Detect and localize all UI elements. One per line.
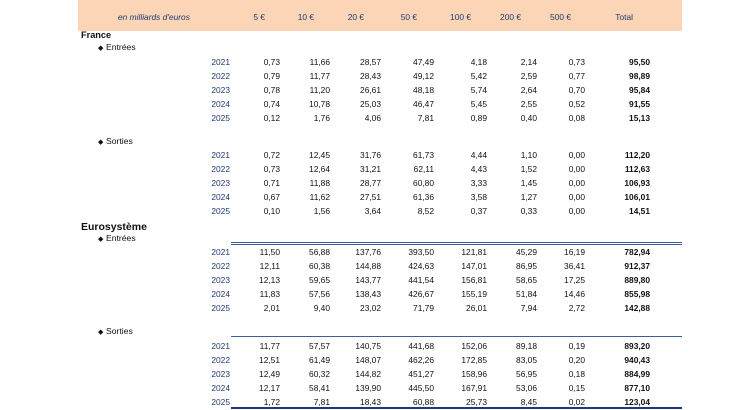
table-cell: 61,36 <box>413 192 434 202</box>
table-cell: 14,46 <box>564 289 585 299</box>
table-cell: 61,73 <box>413 150 434 160</box>
table-cell: 31,21 <box>360 164 381 174</box>
bullet-icon: ◆ <box>98 329 104 336</box>
table-cell: 0,15 <box>568 383 585 393</box>
row-year: 2022 <box>211 164 230 174</box>
row-total: 940,43 <box>624 355 650 365</box>
table-cell: 11,77 <box>259 341 280 351</box>
table-cell: 441,68 <box>408 341 434 351</box>
group-label-text: Sorties <box>106 136 133 146</box>
table-cell: 58,65 <box>516 275 537 285</box>
row-year: 2021 <box>211 247 230 257</box>
table-cell: 0,78 <box>263 85 280 95</box>
row-total: 15,13 <box>629 113 650 123</box>
row-total: 142,88 <box>624 303 650 313</box>
table-cell: 0,70 <box>568 85 585 95</box>
table-cell: 56,88 <box>309 247 330 257</box>
table-cell: 0,37 <box>470 206 487 216</box>
table-cell: 0,00 <box>568 164 585 174</box>
group-label <box>98 136 133 146</box>
group-label-text: Sorties <box>106 326 133 336</box>
table-cell: 156,81 <box>461 275 487 285</box>
table-cell: 12,13 <box>259 275 280 285</box>
table-cell: 60,38 <box>309 261 330 271</box>
table-cell: 7,81 <box>417 113 434 123</box>
table-cell: 1,10 <box>520 150 537 160</box>
table-cell: 11,50 <box>259 247 280 257</box>
table-cell: 59,65 <box>309 275 330 285</box>
table-cell: 57,56 <box>309 289 330 299</box>
row-total: 95,50 <box>629 57 650 67</box>
row-year: 2023 <box>211 178 230 188</box>
table-cell: 172,85 <box>461 355 487 365</box>
table-cell: 25,03 <box>360 99 381 109</box>
table-cell: 3,58 <box>470 192 487 202</box>
table-cell: 0,52 <box>568 99 585 109</box>
table-cell: 0,08 <box>568 113 585 123</box>
table-rule <box>231 407 682 409</box>
table-cell: 53,06 <box>516 383 537 393</box>
row-year: 2024 <box>211 192 230 202</box>
table-cell: 11,20 <box>309 85 330 95</box>
table-cell: 11,77 <box>309 71 330 81</box>
table-cell: 8,45 <box>520 397 537 407</box>
table-cell: 12,17 <box>259 383 280 393</box>
row-year: 2024 <box>211 383 230 393</box>
table-cell: 0,73 <box>568 57 585 67</box>
table-cell: 143,77 <box>355 275 381 285</box>
table-cell: 393,50 <box>408 247 434 257</box>
table-cell: 60,80 <box>413 178 434 188</box>
table-cell: 3,64 <box>364 206 381 216</box>
table-cell: 62,11 <box>413 164 434 174</box>
table-cell: 26,01 <box>466 303 487 313</box>
group-label <box>98 42 136 52</box>
table-cell: 48,18 <box>413 85 434 95</box>
row-total: 893,20 <box>624 341 650 351</box>
table-cell: 158,96 <box>461 369 487 379</box>
row-total: 889,80 <box>624 275 650 285</box>
table-cell: 138,43 <box>355 289 381 299</box>
row-year: 2022 <box>211 71 230 81</box>
table-cell: 45,29 <box>516 247 537 257</box>
table-cell: 51,84 <box>516 289 537 299</box>
table-cell: 5,45 <box>470 99 487 109</box>
table-cell: 12,45 <box>309 150 330 160</box>
table-cell: 4,06 <box>364 113 381 123</box>
row-total: 106,01 <box>624 192 650 202</box>
table-cell: 152,06 <box>461 341 487 351</box>
table-cell: 1,27 <box>520 192 537 202</box>
table-cell: 1,52 <box>520 164 537 174</box>
column-header-50: 50 € <box>400 12 417 22</box>
table-cell: 11,83 <box>259 289 280 299</box>
table-cell: 2,72 <box>568 303 585 313</box>
table-cell: 16,19 <box>564 247 585 257</box>
table-cell: 89,18 <box>516 341 537 351</box>
row-year: 2021 <box>211 150 230 160</box>
table-cell: 424,63 <box>408 261 434 271</box>
section-title-france: France <box>81 30 112 40</box>
row-year: 2025 <box>211 397 230 407</box>
table-cell: 0,00 <box>568 178 585 188</box>
table-cell: 139,90 <box>355 383 381 393</box>
table-cell: 46,47 <box>413 99 434 109</box>
table-cell: 10,78 <box>309 99 330 109</box>
row-total: 123,04 <box>624 397 650 407</box>
table-cell: 57,57 <box>309 341 330 351</box>
table-cell: 0,77 <box>568 71 585 81</box>
table-cell: 58,41 <box>309 383 330 393</box>
row-total: 14,51 <box>629 206 650 216</box>
table-cell: 2,01 <box>263 303 280 313</box>
table-cell: 28,43 <box>360 71 381 81</box>
table-cell: 3,33 <box>470 178 487 188</box>
table-rule <box>231 336 682 337</box>
table-cell: 1,56 <box>313 206 330 216</box>
table-cell: 2,59 <box>520 71 537 81</box>
group-label-text: Entrées <box>106 233 136 243</box>
table-cell: 83,05 <box>516 355 537 365</box>
table-cell: 86,95 <box>516 261 537 271</box>
table-cell: 147,01 <box>461 261 487 271</box>
table-cell: 71,79 <box>413 303 434 313</box>
row-year: 2023 <box>211 85 230 95</box>
table-cell: 4,43 <box>470 164 487 174</box>
table-cell: 0,00 <box>568 150 585 160</box>
table-cell: 121,81 <box>461 247 487 257</box>
table-cell: 11,88 <box>309 178 330 188</box>
table-cell: 7,81 <box>313 397 330 407</box>
table-cell: 148,07 <box>355 355 381 365</box>
row-total: 782,94 <box>624 247 650 257</box>
table-cell: 49,12 <box>413 71 434 81</box>
table-cell: 61,49 <box>309 355 330 365</box>
table-cell: 167,91 <box>461 383 487 393</box>
table-cell: 26,61 <box>360 85 381 95</box>
table-cell: 27,51 <box>360 192 381 202</box>
column-header-100: 100 € <box>450 12 471 22</box>
table-cell: 1,76 <box>313 113 330 123</box>
table-cell: 36,41 <box>564 261 585 271</box>
table-cell: 0,12 <box>263 113 280 123</box>
table-cell: 0,20 <box>568 355 585 365</box>
table-cell: 7,94 <box>520 303 537 313</box>
table-cell: 12,11 <box>259 261 280 271</box>
table-cell: 11,66 <box>309 57 330 67</box>
row-year: 2025 <box>211 206 230 216</box>
table-cell: 8,52 <box>417 206 434 216</box>
row-year: 2023 <box>211 275 230 285</box>
table-cell: 441,54 <box>408 275 434 285</box>
table-cell: 5,74 <box>470 85 487 95</box>
table-cell: 462,26 <box>408 355 434 365</box>
table-cell: 18,43 <box>360 397 381 407</box>
column-header-total: Total <box>615 12 633 22</box>
table-cell: 4,18 <box>470 57 487 67</box>
row-total: 855,98 <box>624 289 650 299</box>
column-header-200: 200 € <box>500 12 521 22</box>
table-cell: 56,95 <box>516 369 537 379</box>
row-total: 112,63 <box>624 164 650 174</box>
section-title-eurosysteme: Eurosystème <box>81 221 147 233</box>
row-year: 2023 <box>211 369 230 379</box>
table-cell: 2,14 <box>520 57 537 67</box>
table-cell: 0,19 <box>568 341 585 351</box>
row-year: 2022 <box>211 261 230 271</box>
table-cell: 451,27 <box>408 369 434 379</box>
table-cell: 0,79 <box>263 71 280 81</box>
table-cell: 0,10 <box>263 206 280 216</box>
row-year: 2025 <box>211 303 230 313</box>
table-cell: 0,72 <box>263 150 280 160</box>
column-header-500: 500 € <box>550 12 571 22</box>
table-cell: 28,57 <box>360 57 381 67</box>
table-cell: 2,55 <box>520 99 537 109</box>
table-cell: 47,49 <box>413 57 434 67</box>
row-total: 877,10 <box>624 383 650 393</box>
table-cell: 11,62 <box>309 192 330 202</box>
table-cell: 0,40 <box>520 113 537 123</box>
table-cell: 445,50 <box>408 383 434 393</box>
row-year: 2024 <box>211 289 230 299</box>
row-total: 912,37 <box>624 261 650 271</box>
bullet-icon: ◆ <box>98 236 104 243</box>
table-cell: 155,19 <box>461 289 487 299</box>
table-cell: 0,33 <box>520 206 537 216</box>
table-cell: 60,88 <box>413 397 434 407</box>
row-total: 106,93 <box>624 178 650 188</box>
table-cell: 1,45 <box>520 178 537 188</box>
table-rule <box>231 242 682 245</box>
row-year: 2022 <box>211 355 230 365</box>
table-cell: 12,64 <box>309 164 330 174</box>
table-cell: 17,25 <box>564 275 585 285</box>
row-year: 2021 <box>211 57 230 67</box>
row-total: 91,55 <box>629 99 650 109</box>
table-cell: 12,51 <box>259 355 280 365</box>
row-year: 2024 <box>211 99 230 109</box>
column-header-10: 10 € <box>297 12 314 22</box>
table-cell: 0,00 <box>568 206 585 216</box>
row-year: 2025 <box>211 113 230 123</box>
row-year: 2021 <box>211 341 230 351</box>
table-cell: 426,67 <box>408 289 434 299</box>
table-cell: 0,71 <box>263 178 280 188</box>
table-cell: 5,42 <box>470 71 487 81</box>
table-cell: 28,77 <box>360 178 381 188</box>
table-cell: 137,76 <box>355 247 381 257</box>
table-cell: 25,73 <box>466 397 487 407</box>
table-cell: 12,49 <box>259 369 280 379</box>
table-cell: 144,88 <box>355 261 381 271</box>
table-cell: 0,73 <box>263 57 280 67</box>
group-label-text: Entrées <box>106 42 136 52</box>
row-total: 112,20 <box>624 150 650 160</box>
row-total: 884,99 <box>624 369 650 379</box>
table-cell: 4,44 <box>470 150 487 160</box>
table-cell: 23,02 <box>360 303 381 313</box>
table-cell: 2,64 <box>520 85 537 95</box>
table-cell: 0,18 <box>568 369 585 379</box>
row-total: 95,84 <box>629 85 650 95</box>
table-cell: 140,75 <box>355 341 381 351</box>
group-label <box>98 233 136 243</box>
row-total: 98,89 <box>629 71 650 81</box>
column-header-20: 20 € <box>347 12 364 22</box>
table-cell: 144,82 <box>355 369 381 379</box>
unit-label: en milliards d'euros <box>118 12 190 22</box>
table-cell: 0,74 <box>263 99 280 109</box>
bullet-icon: ◆ <box>98 139 104 146</box>
table-header <box>78 0 682 31</box>
column-header-5: 5 € <box>253 12 265 22</box>
table-cell: 0,67 <box>263 192 280 202</box>
group-label <box>98 326 133 336</box>
table-cell: 0,73 <box>263 164 280 174</box>
table-cell: 0,02 <box>568 397 585 407</box>
bullet-icon: ◆ <box>98 45 104 52</box>
table-cell: 9,40 <box>313 303 330 313</box>
table-cell: 0,00 <box>568 192 585 202</box>
table-cell: 0,89 <box>470 113 487 123</box>
table-cell: 31,76 <box>360 150 381 160</box>
table-cell: 1,72 <box>263 397 280 407</box>
table-cell: 60,32 <box>309 369 330 379</box>
